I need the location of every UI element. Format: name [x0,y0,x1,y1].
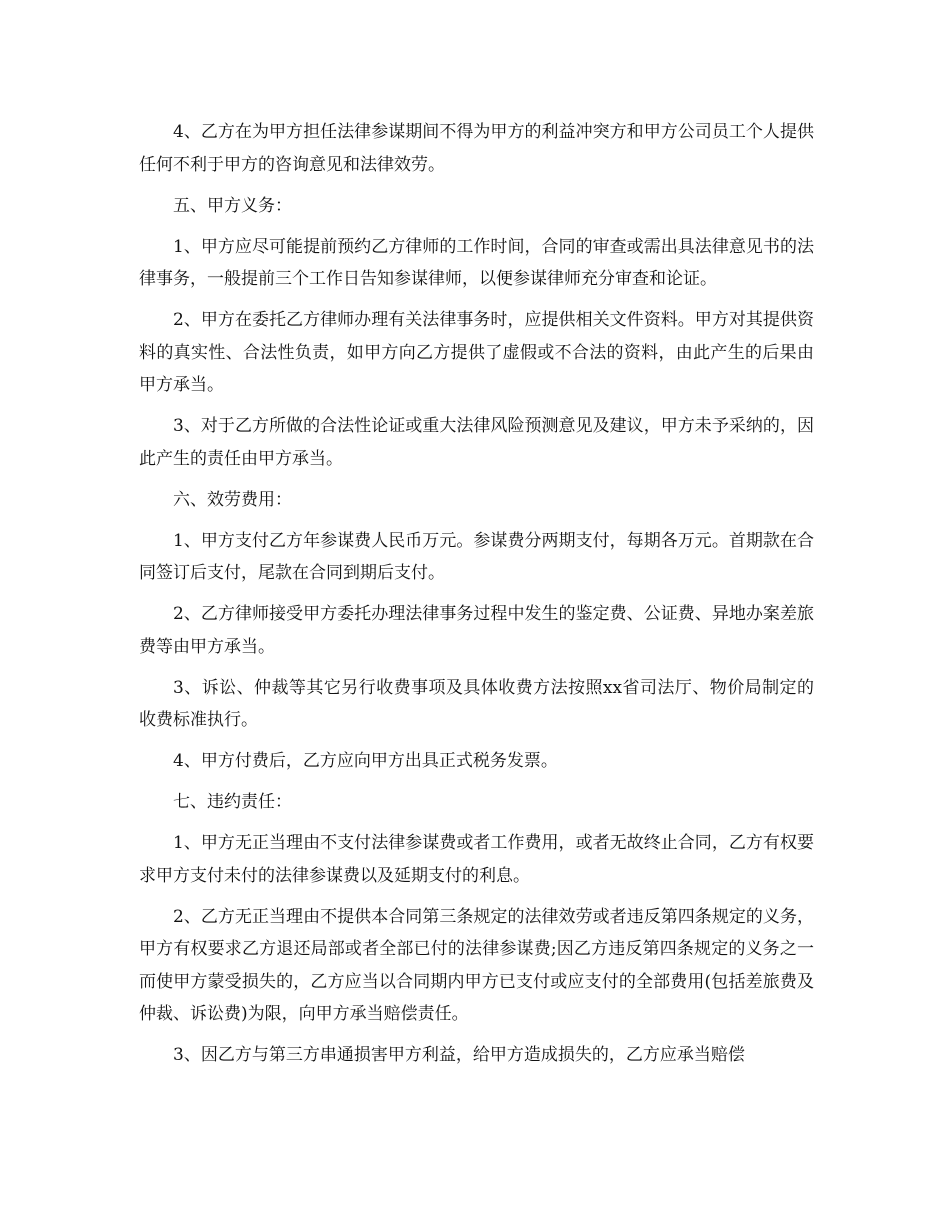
paragraph-clause-2-documents: 2、甲方在委托乙方律师办理有关法律事务时，应提供相关文件资料。甲方对其提供资料的真实性、合法性负责，如甲方向乙方提供了虚假或不合法的资料，由此产生的后果由甲方承当。 [139,310,814,395]
paragraph-clause-1-appointment: 1、甲方应尽可能提前预约乙方律师的工作时间，合同的审查或需出具法律意见书的法律事务，一般提前三个工作日告知参谋律师，以便参谋律师充分审查和论证。 [139,236,814,289]
paragraph-clause-1-fee-payment: 1、甲方支付乙方年参谋费人民币万元。参谋费分两期支付，每期各万元。首期款在合同签订后支付，尾款在合同到期后支付。 [139,530,814,583]
paragraph-clause-3-advice: 3、对于乙方所做的合法性论证或重大法律风险预测意见及建议，甲方未予采纳的，因此产生的责任由甲方承当。 [139,416,814,469]
section-heading-service-fees: 六、效劳费用： [173,489,292,510]
paragraph-clause-3-other-fees: 3、诉讼、仲裁等其它另行收费事项及具体收费方法按照xx省司法厅、物价局制定的收费标准执行。 [139,677,814,730]
paragraph-clause-2-expenses: 2、乙方律师接受甲方委托办理法律事务过程中发生的鉴定费、公证费、异地办案差旅费等由甲方承当。 [139,604,814,657]
paragraph-clause-4-invoice: 4、甲方付费后，乙方应向甲方出具正式税务发票。 [173,751,558,771]
paragraph-clause-2-party-b-breach: 2、乙方无正当理由不提供本合同第三条规定的法律效劳或者违反第四条规定的义务，甲方有权要求乙方退还局部或者全部已付的法律参谋费;因乙方违反第四条规定的义务之一而使甲方蒙受损失的，乙方应当以合同期内甲方已支付或应支付的全部费用(包括差旅费及仲裁、诉讼费)为限，向甲方承当赔偿责任。 [139,906,814,1024]
document-page [139,116,814,1080]
paragraph-clause-4-conflict: 4、乙方在为甲方担任法律参谋期间不得为甲方的利益冲突方和甲方公司员工个人提供任何不利于甲方的咨询意见和法律效劳。 [139,122,814,175]
section-heading-party-a-obligations: 五、甲方义务： [173,195,292,216]
paragraph-clause-3-collusion: 3、因乙方与第三方串通损害甲方利益，给甲方造成损失的，乙方应承当赔偿 [173,1045,745,1065]
paragraph-clause-1-party-a-breach: 1、甲方无正当理由不支付法律参谋费或者工作费用，或者无故终止合同，乙方有权要求甲方支付未付的法律参谋费以及延期支付的利息。 [139,833,814,886]
section-heading-liability: 七、违约责任： [173,792,292,812]
